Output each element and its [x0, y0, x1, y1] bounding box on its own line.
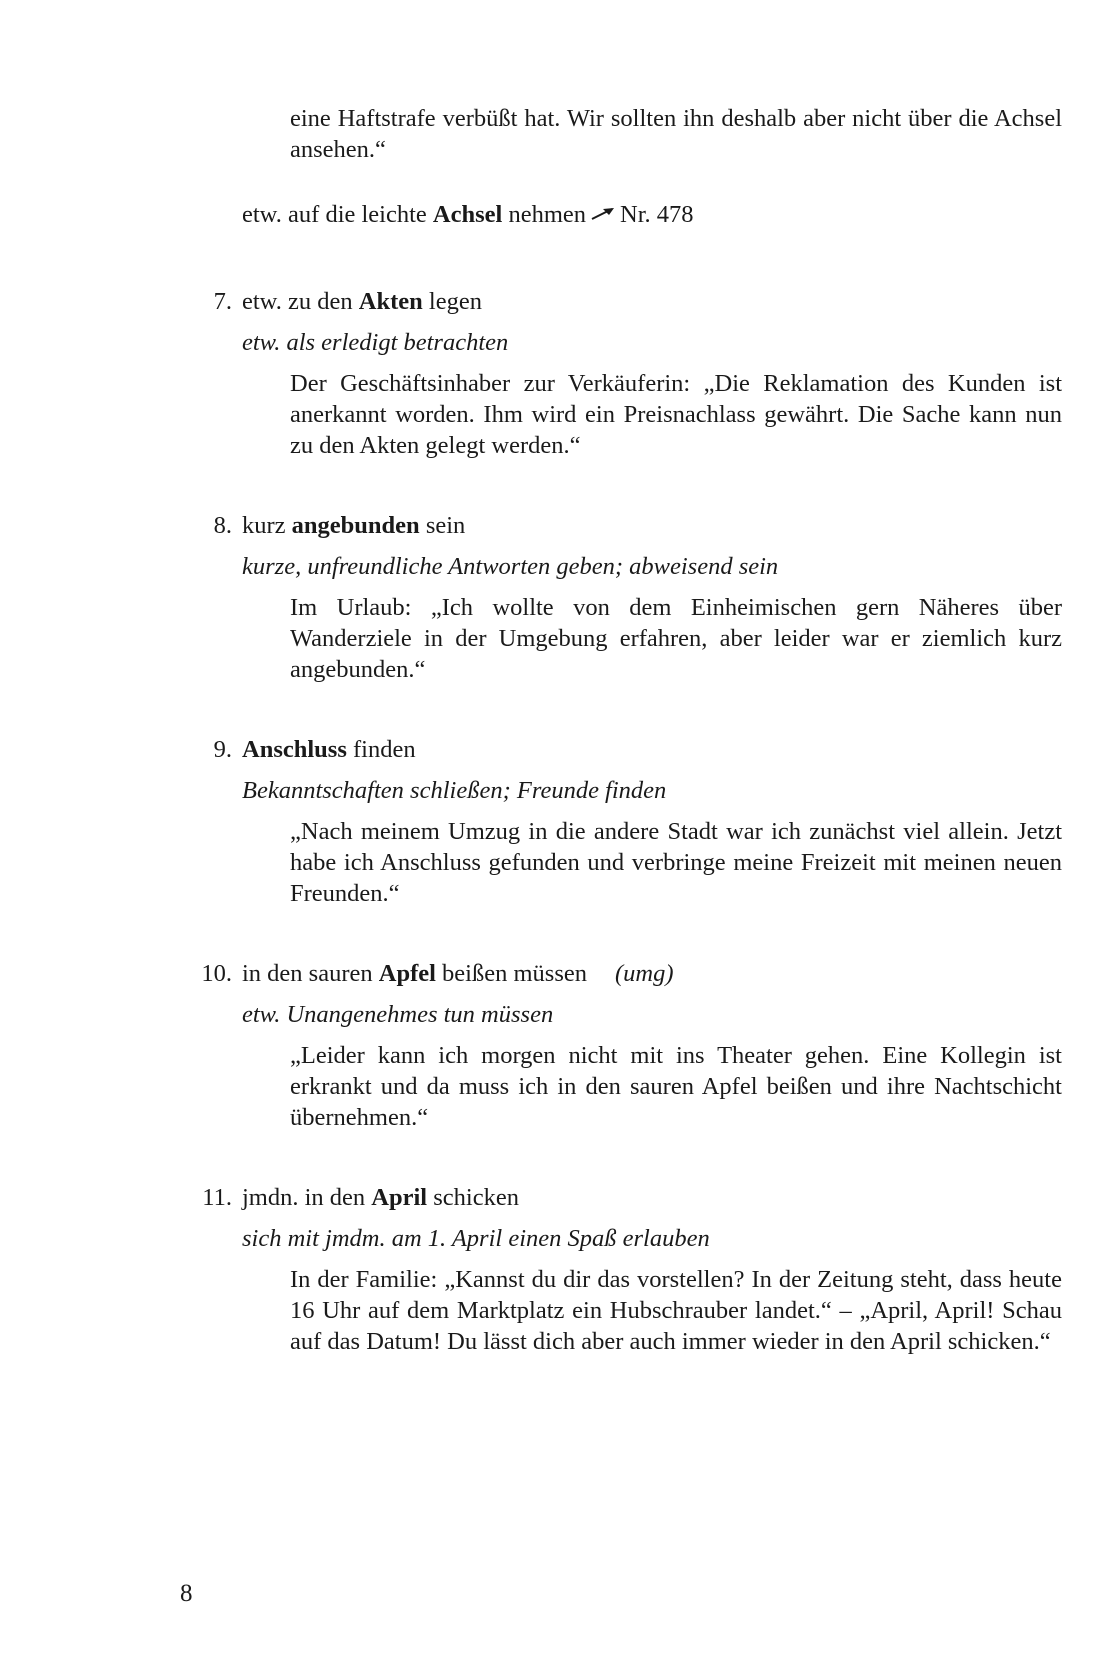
register-label: (umg)	[614, 960, 674, 987]
entry-definition: sich mit jmdm. am 1. April einen Spaß erlauben	[242, 1225, 710, 1252]
entry-headword	[242, 510, 465, 541]
entry-headword	[242, 286, 482, 317]
headword-keyword: angebunden	[291, 512, 420, 539]
entry-definition: etw. Unangenehmes tun müssen	[242, 1001, 554, 1028]
headword-keyword: Akten	[358, 288, 423, 315]
headword-pre: jmdn. in den	[242, 1184, 372, 1211]
entry-number: 10.	[201, 960, 232, 987]
entry-definition: Bekanntschaften schließen; Freunde finden	[242, 777, 667, 804]
headword-post: schicken	[427, 1184, 519, 1211]
entry-headword	[242, 734, 416, 765]
headword-pre: kurz	[242, 512, 292, 539]
arrow-northeast-icon	[590, 207, 616, 221]
headword-post: legen	[422, 288, 482, 315]
entry-number: 11.	[202, 1184, 232, 1211]
entry-example: In der Familie: „Kannst du dir das vorstellen? In der Zeitung steht, dass heute 16 Uhr auf dem Marktplatz ein Hubschrauber landet.“ – „April, April! Schau auf das Datum! Du lässt dich aber auch immer wieder in den April schicken.“	[290, 1266, 1062, 1355]
page-number: 8	[180, 1580, 193, 1607]
headword-keyword: Apfel	[378, 960, 436, 987]
entry-number: 9.	[213, 736, 232, 763]
entry-example: Im Urlaub: „Ich wollte von dem Einheimischen gern Näheres über Wanderziele in der Umgebung erfahren, aber leider war er ziemlich kurz angebunden.“	[290, 594, 1062, 683]
headword-post: finden	[346, 736, 416, 763]
crossref-suffix: nehmen	[502, 201, 587, 228]
entry-example: „Leider kann ich morgen nicht mit ins Theater gehen. Eine Kollegin ist erkrankt und da muss ich in den sauren Apfel beißen und ihre Nachtschicht übernehmen.“	[290, 1042, 1062, 1131]
entry-example: „Nach meinem Umzug in die andere Stadt war ich zunächst viel allein. Jetzt habe ich Anschluss gefunden und verbringe meine Freizeit mit meinen neuen Freunden.“	[290, 818, 1062, 907]
entry-headword	[242, 1182, 519, 1213]
entry-definition: etw. als erledigt betrachten	[242, 329, 509, 356]
entry-number: 7.	[213, 288, 232, 315]
continuation-example-text: eine Haftstrafe verbüßt hat. Wir sollten ihn deshalb aber nicht über die Achsel ansehen.“	[290, 105, 1062, 163]
entry-headword	[242, 958, 674, 989]
headword-post: beißen müssen	[435, 960, 587, 987]
entry-number: 8.	[213, 512, 232, 539]
entry-definition: kurze, unfreundliche Antworten geben; abweisend sein	[242, 553, 779, 580]
headword-post: sein	[419, 512, 466, 539]
headword-pre: etw. zu den	[242, 288, 359, 315]
continuation-example	[290, 103, 1062, 165]
entry-example: Der Geschäftsinhaber zur Verkäuferin: „Die Reklamation des Kunden ist anerkannt worden. Ihm wird ein Preisnachlass gewährt. Die Sache kann nun zu den Akten gelegt werden.“	[290, 370, 1062, 459]
crossref-line	[242, 199, 694, 230]
crossref-prefix: etw. auf die leichte	[242, 201, 433, 228]
headword-pre: in den sauren	[242, 960, 379, 987]
headword-keyword: April	[371, 1184, 428, 1211]
headword-keyword: Anschluss	[242, 736, 347, 763]
crossref-keyword: Achsel	[432, 201, 503, 228]
crossref-target[interactable]: Nr. 478	[620, 201, 694, 228]
